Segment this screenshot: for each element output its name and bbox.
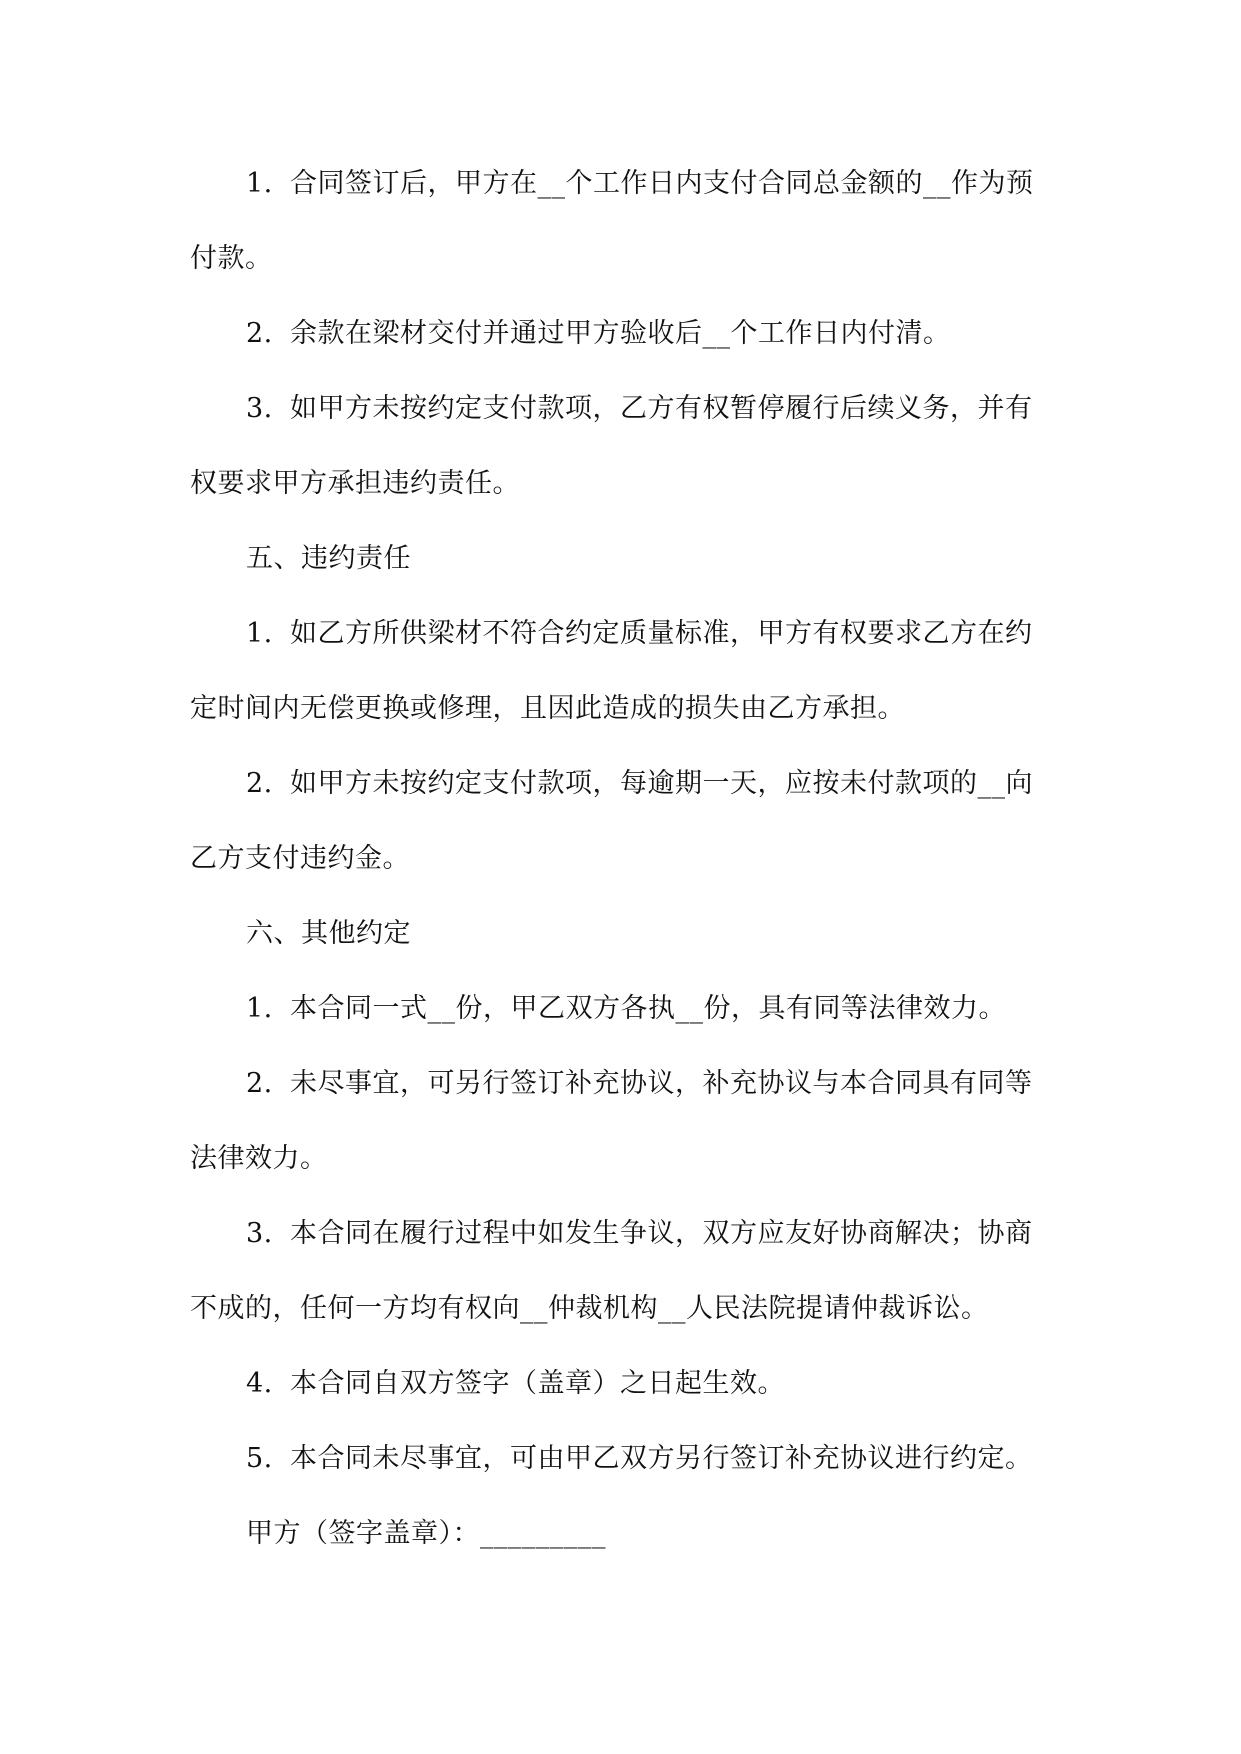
clause-text: 余款在梁材交付并通过甲方验收后__个工作日内付清。 <box>290 318 951 349</box>
clause-text: 本合同在履行过程中如发生争议，双方应友好协商解决；协商不成的，任何一方均有权向__仲裁机构__人民法院提请仲裁诉讼。 <box>190 1218 1033 1324</box>
clause-6-4 <box>190 1346 1050 1421</box>
clause-4-1 <box>190 146 1050 296</box>
clause-text: 本合同自双方签字（盖章）之日起生效。 <box>290 1368 785 1399</box>
clause-4-3 <box>190 371 1050 521</box>
clause-text: 如甲方未按约定支付款项，乙方有权暂停履行后续义务，并有权要求甲方承担违约责任。 <box>190 393 1033 499</box>
clause-number: 1. <box>246 168 273 199</box>
clause-text: 本合同一式__份，甲乙双方各执__份，具有同等法律效力。 <box>290 993 1006 1024</box>
document-body <box>190 146 1050 1571</box>
clause-text: 合同签订后，甲方在__个工作日内支付合同总金额的__作为预付款。 <box>190 168 1034 274</box>
clause-6-2 <box>190 1046 1050 1196</box>
section-heading-breach <box>190 521 1050 596</box>
clause-number: 1. <box>246 993 273 1024</box>
clause-5-1 <box>190 596 1050 746</box>
clause-number: 2. <box>246 318 273 349</box>
clause-number: 5. <box>246 1443 273 1474</box>
section-heading-text: 六、其他约定 <box>246 918 411 949</box>
clause-number: 3. <box>246 1218 273 1249</box>
clause-6-1 <box>190 971 1050 1046</box>
clause-number: 2. <box>246 768 273 799</box>
section-heading-other <box>190 896 1050 971</box>
section-heading-text: 五、违约责任 <box>246 543 411 574</box>
clause-text: 未尽事宜，可另行签订补充协议，补充协议与本合同具有同等法律效力。 <box>190 1068 1033 1174</box>
clause-number: 2. <box>246 1068 273 1099</box>
clause-text: 如甲方未按约定支付款项，每逾期一天，应按未付款项的__向乙方支付违约金。 <box>190 768 1033 874</box>
clause-5-2 <box>190 746 1050 896</box>
signature-label: 甲方（签字盖章）：_________ <box>246 1518 606 1549</box>
signature-line-party-a <box>190 1496 1050 1571</box>
clause-text: 如乙方所供梁材不符合约定质量标准，甲方有权要求乙方在约定时间内无偿更换或修理，且因此造成的损失由乙方承担。 <box>190 618 1033 724</box>
clause-4-2 <box>190 296 1050 371</box>
clause-text: 本合同未尽事宜，可由甲乙双方另行签订补充协议进行约定。 <box>290 1443 1033 1474</box>
clause-number: 4. <box>246 1368 273 1399</box>
clause-number: 1. <box>246 618 273 649</box>
clause-6-3 <box>190 1196 1050 1346</box>
clause-number: 3. <box>246 393 273 424</box>
clause-6-5 <box>190 1421 1050 1496</box>
